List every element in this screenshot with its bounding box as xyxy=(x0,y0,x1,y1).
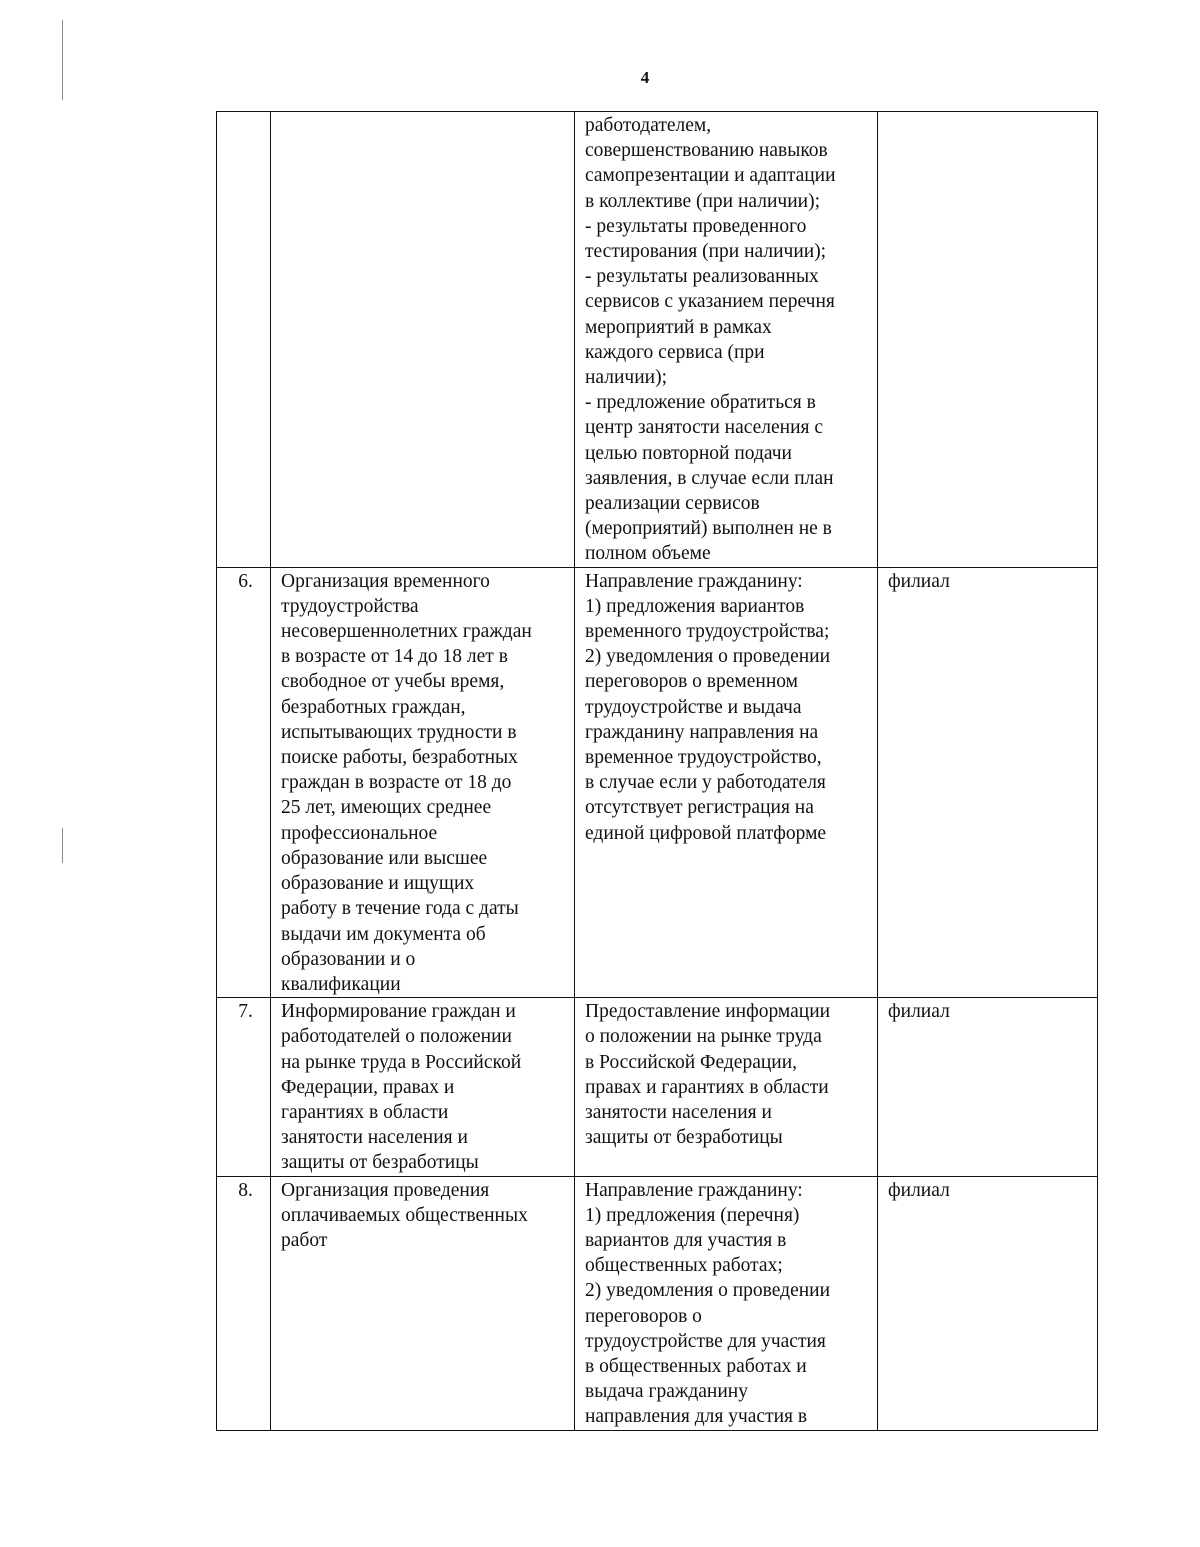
table-row xyxy=(217,567,1098,997)
service-result: Предоставление информации о положении на рынке труда в Российской Федерации, правах и гарантиях в области занятости населения и защиты от безработицы xyxy=(575,998,878,1176)
service-result: Направление гражданину: 1) предложения (перечня) вариантов для участия в общественных работах; 2) уведомления о проведении переговоров о трудоустройстве для участия в общественных работах и выдача гражданину направления для участия в xyxy=(575,1176,878,1430)
service-executor: филиал xyxy=(878,1176,1098,1430)
table-row xyxy=(217,998,1098,1176)
service-executor xyxy=(878,112,1098,568)
service-name: Информирование граждан и работодателей о положении на рынке труда в Российской Федерации, правах и гарантиях в области занятости населения и защиты от безработицы xyxy=(271,998,575,1176)
table-row xyxy=(217,1176,1098,1430)
service-result: Направление гражданину: 1) предложения вариантов временного трудоустройства; 2) уведомления о проведении переговоров о временном трудоустройстве и выдача гражданину направления на временное трудоустройство, в случае если у работодателя отсутствует регистрация на единой цифровой платформе xyxy=(575,567,878,997)
row-number: 6. xyxy=(217,567,271,997)
service-name: Организация временного трудоустройства несовершеннолетних граждан в возрасте от 14 до 18 лет в свободное от учебы время, безработных граждан, испытывающих трудности в поиске работы, безработных граждан в возрасте от 18 до 25 лет, имеющих среднее профессиональное образование или высшее образование и ищущих работу в течение года с даты выдачи им документа об образовании и о квалификации xyxy=(271,567,575,997)
page-number: 4 xyxy=(640,68,650,87)
table-row xyxy=(217,112,1098,568)
services-table xyxy=(216,111,1098,1431)
row-number: 7. xyxy=(217,998,271,1176)
row-number: 8. xyxy=(217,1176,271,1430)
service-name: Организация проведения оплачиваемых общественных работ xyxy=(271,1176,575,1430)
service-executor: филиал xyxy=(878,998,1098,1176)
scan-edge-mark-middle xyxy=(62,828,63,863)
service-executor: филиал xyxy=(878,567,1098,997)
service-name xyxy=(271,112,575,568)
row-number xyxy=(217,112,271,568)
scan-edge-mark-top xyxy=(62,20,63,100)
service-result: работодателем, совершенствованию навыков самопрезентации и адаптации в коллективе (при наличии); - результаты проведенного тестирования (при наличии); - результаты реализованных сервисов с указанием перечня мероприятий в рамках каждого сервиса (при наличии); - предложение обратиться в центр занятости населения с целью повторной подачи заявления, в случае если план реализации сервисов (мероприятий) выполнен не в полном объеме xyxy=(575,112,878,568)
